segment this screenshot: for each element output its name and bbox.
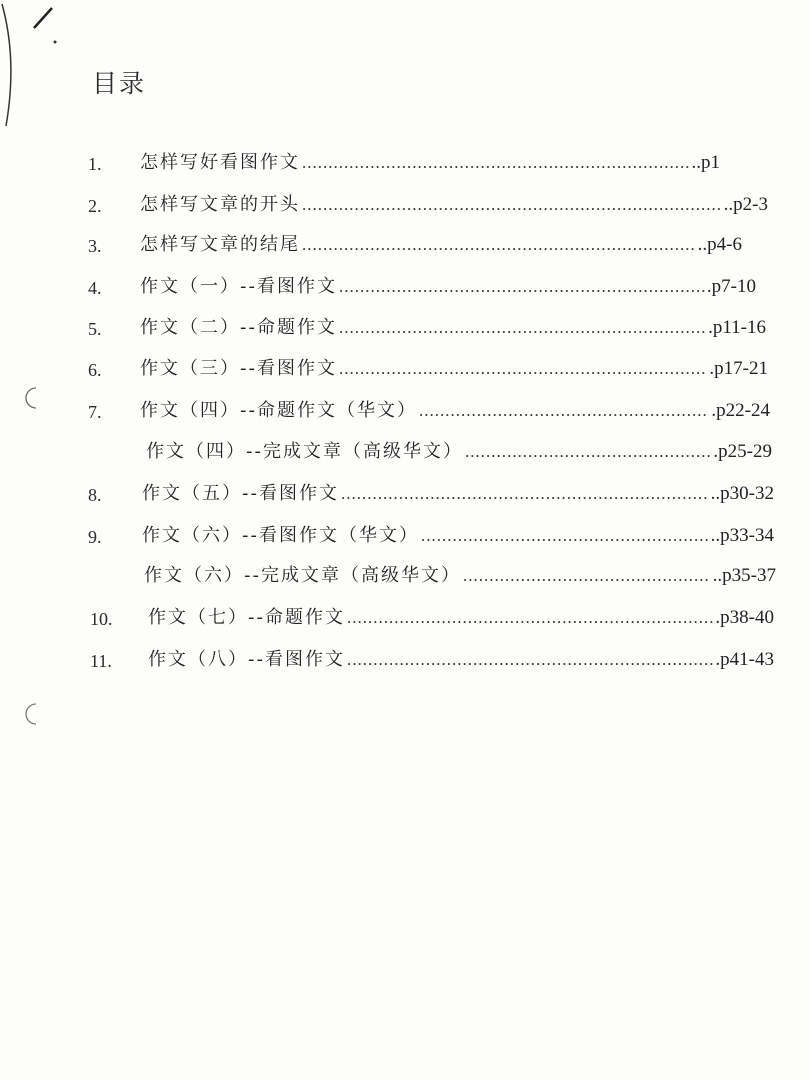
dot-leader: [339, 354, 707, 384]
entry-number: 3.: [88, 236, 102, 256]
toc-entry: [142, 479, 774, 509]
entry-title: 作文（一）--看图作文: [140, 276, 337, 297]
dot-leader: [339, 313, 706, 343]
entry-title: 作文（六）--完成文章（高级华文）: [144, 565, 461, 586]
dot-leader: [341, 479, 709, 509]
toc-entry: [146, 437, 772, 467]
entry-number: 5.: [88, 319, 102, 339]
dot-leader: [347, 645, 713, 675]
entry-number: 11.: [90, 651, 112, 671]
entry-page: ..p1: [691, 152, 720, 173]
entry-title: 作文（五）--看图作文: [142, 483, 339, 504]
toc-entry: [140, 313, 766, 343]
dot-leader: [339, 272, 705, 302]
dot-leader: [463, 561, 711, 591]
toc-entry: [140, 148, 720, 178]
entry-title: 作文（六）--看图作文（华文）: [142, 525, 419, 546]
toc-entry: [140, 354, 768, 384]
entry-page: .p7-10: [706, 276, 756, 297]
entry-page: ..p2-3: [723, 194, 768, 215]
toc-entry: [140, 230, 742, 260]
entry-number: 8.: [88, 485, 102, 505]
dot-leader: [421, 521, 709, 551]
entry-title: 作文（三）--看图作文: [140, 358, 337, 379]
dot-leader: [347, 603, 713, 633]
entry-number: 6.: [88, 360, 102, 380]
entry-title: 作文（二）--命题作文: [140, 317, 337, 338]
dot-leader: [302, 230, 696, 260]
entry-page: .p22-24: [711, 400, 770, 421]
toc-entry: [140, 396, 770, 426]
entry-title: 作文（四）--命题作文（华文）: [140, 400, 417, 421]
entry-number: 7.: [88, 402, 102, 422]
toc-entry: [140, 272, 756, 302]
entry-page: ..p4-6: [697, 234, 742, 255]
entry-title: 作文（四）--完成文章（高级华文）: [146, 441, 463, 462]
toc-entry: [148, 645, 774, 675]
entry-title: 怎样写好看图作文: [140, 152, 300, 173]
entry-page: .p25-29: [713, 441, 772, 462]
toc-entry: [142, 521, 774, 551]
entry-page: ..p35-37: [712, 565, 776, 586]
entry-number: 10.: [90, 609, 113, 629]
entry-page: .p17-21: [709, 358, 768, 379]
entry-number: 2.: [88, 196, 102, 216]
entry-page: ..p30-32: [710, 483, 774, 504]
toc-title: 目录: [92, 69, 147, 98]
entry-title: 怎样写文章的开头: [140, 194, 300, 215]
toc-entry: [144, 561, 776, 591]
entry-number: 1.: [88, 154, 102, 174]
dot-leader: [302, 190, 722, 220]
entry-page: .p41-43: [715, 649, 774, 670]
entry-title: 怎样写文章的结尾: [140, 234, 300, 255]
entry-page: .p38-40: [715, 607, 774, 628]
entry-number: 4.: [88, 278, 102, 298]
entry-number: 9.: [88, 527, 102, 547]
entry-page: ..p33-34: [710, 525, 774, 546]
entry-title: 作文（七）--命题作文: [148, 607, 345, 628]
dot-leader: [419, 396, 709, 426]
entry-page: .p11-16: [708, 317, 766, 338]
dot-leader: [302, 148, 690, 178]
dot-leader: [465, 437, 711, 467]
entry-title: 作文（八）--看图作文: [148, 649, 345, 670]
toc-entry: [140, 190, 768, 220]
toc-entry: [148, 603, 774, 633]
